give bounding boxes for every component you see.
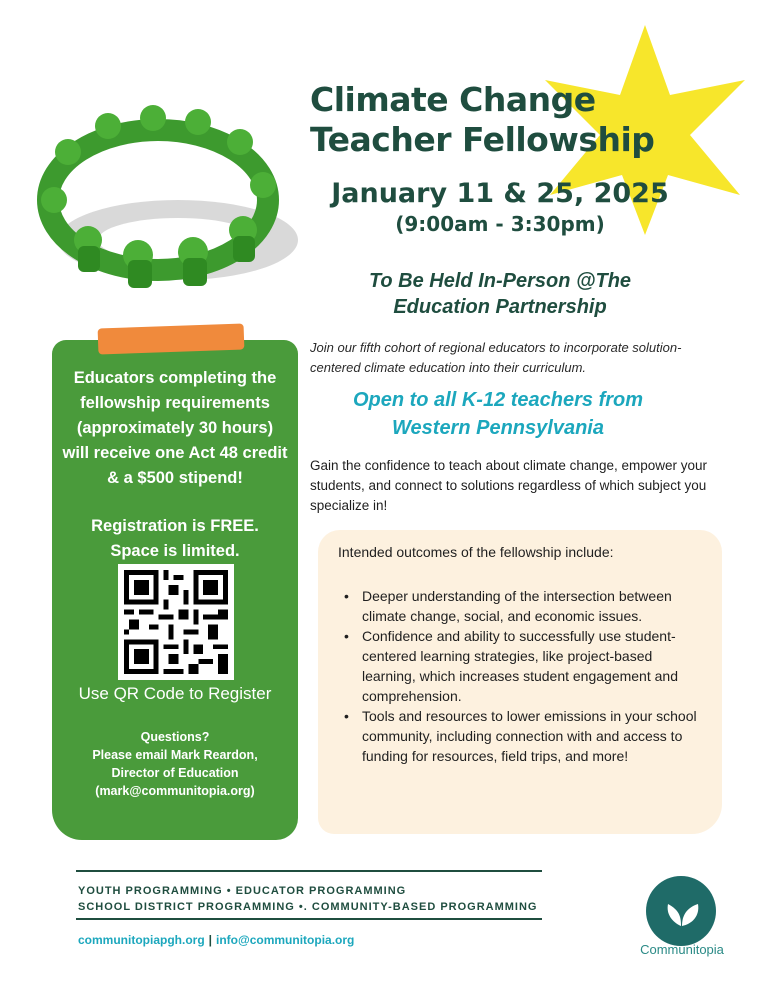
logo-text: Communitopia — [640, 942, 724, 957]
event-dates: January 11 & 25, 2025 — [331, 178, 669, 209]
page-title — [310, 80, 750, 160]
eligibility-line-1: Open to all K-12 teachers from — [352, 389, 644, 411]
eligibility-text — [310, 386, 686, 442]
outcomes-list — [344, 586, 704, 766]
venue-line-1: To Be Held In-Person @The — [368, 270, 632, 292]
programs-line-1: YOUTH PROGRAMMING • EDUCATOR PROGRAMMING — [78, 885, 407, 897]
registration-text — [62, 514, 288, 564]
bullet-icon: • — [344, 588, 349, 604]
benefit-text: Gain the confidence to teach about climate change, empower your students, and connect to solutions regardless of which subject you specialize in! — [310, 458, 707, 513]
email-link[interactable]: info@communitopia.org — [216, 933, 355, 947]
bullet-icon: • — [344, 708, 349, 724]
website-link[interactable]: communitopiapgh.org — [78, 933, 205, 947]
event-times: (9:00am - 3:30pm) — [395, 212, 605, 236]
footer-contact — [78, 933, 354, 947]
sprout-logo-icon — [646, 876, 716, 946]
event-venue — [310, 268, 690, 320]
contact-separator: | — [208, 933, 213, 947]
footer-divider-bottom — [76, 918, 542, 920]
outcomes-title: Intended outcomes of the fellowship include: — [338, 544, 614, 560]
title-line-2: Teacher Fellowship — [310, 120, 655, 159]
list-item: • Deeper understanding of the intersection between climate change, social, and economic issues. — [344, 588, 672, 624]
questions-contact — [62, 728, 288, 800]
programs-line-2: SCHOOL DISTRICT PROGRAMMING •. COMMUNITY-BASED PROGRAMMING — [78, 901, 538, 913]
registration-line-1: Registration is FREE. — [91, 517, 259, 535]
list-item: • Tools and resources to lower emissions in your school community, including connection with and access to funding for resources, field trips, and more! — [344, 708, 697, 764]
credit-text: Educators completing the fellowship requirements (approximately 30 hours) will receive one Act 48 credit & a $500 stipend! — [62, 369, 288, 487]
list-item: • Confidence and ability to successfully use student-centered learning strategies, like project-based learning, which increases student engagement and comprehension. — [344, 628, 678, 704]
questions-role: Director of Education — [111, 766, 239, 780]
qr-code-icon[interactable] — [118, 564, 234, 680]
registration-line-2: Space is limited. — [110, 542, 240, 560]
footer-divider-top — [76, 870, 542, 872]
venue-line-2: Education Partnership — [393, 296, 607, 318]
questions-heading: Questions? — [140, 730, 210, 744]
qr-caption: Use QR Code to Register — [78, 684, 272, 703]
people-ring-icon — [28, 90, 298, 290]
bullet-icon: • — [344, 628, 349, 644]
eligibility-line-2: Western Pennsylvania — [392, 417, 604, 439]
intro-text: Join our fifth cohort of regional educators to incorporate solution-centered climate education into their curriculum. — [310, 340, 682, 375]
title-line-1: Climate Change — [310, 80, 596, 119]
tape-decoration — [98, 323, 245, 354]
questions-email[interactable]: (mark@communitopia.org) — [95, 784, 255, 798]
questions-email-prompt: Please email Mark Reardon, — [92, 748, 258, 762]
